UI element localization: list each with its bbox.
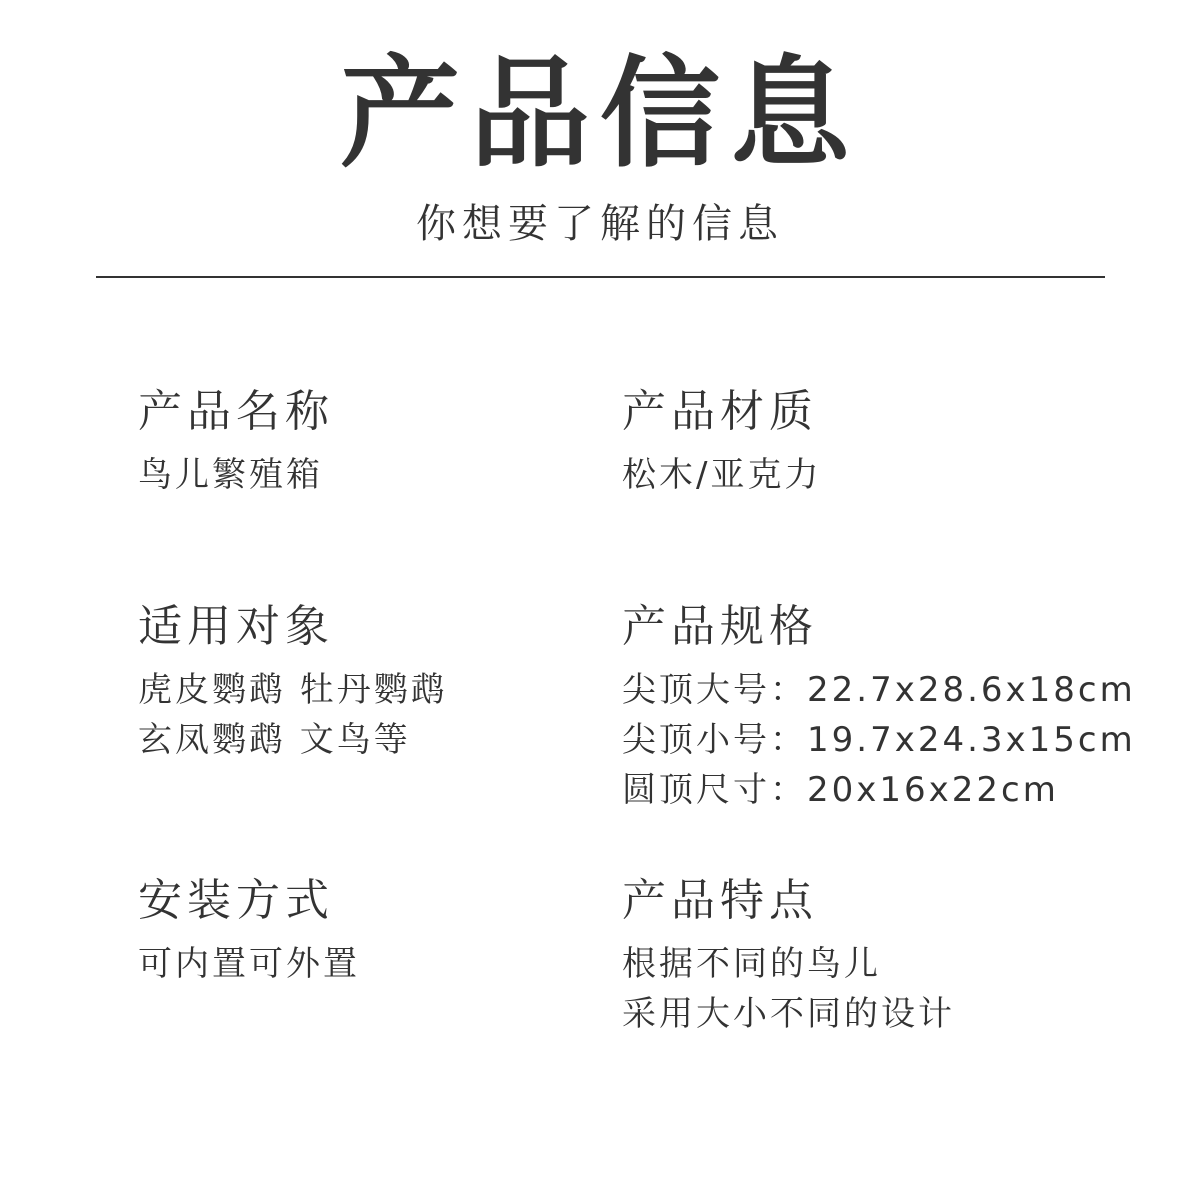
- info-block-target: [138, 597, 448, 765]
- info-block-material: [622, 382, 821, 500]
- page-subtitle: 你想要了解的信息: [416, 201, 784, 247]
- target-value-line: 虎皮鹦鹉 牡丹鹦鹉: [138, 670, 448, 710]
- name-label: 产品名称: [138, 386, 334, 437]
- info-block-features: [622, 871, 955, 1039]
- features-label: 产品特点: [622, 875, 818, 926]
- material-label: 产品材质: [622, 386, 818, 437]
- features-value-line: 采用大小不同的设计: [622, 994, 955, 1034]
- spec-value-line: 尖顶大号：22.7x28.6x18cm: [622, 670, 1136, 710]
- target-value-line: 玄凤鹦鹉 文鸟等: [138, 720, 411, 760]
- features-value-line: 根据不同的鸟儿: [622, 944, 881, 984]
- install-value: 可内置可外置: [138, 944, 360, 984]
- page-title: 产品信息: [340, 45, 860, 184]
- spec-label: 产品规格: [622, 601, 818, 652]
- info-block-name: [138, 382, 334, 500]
- info-block-spec: [622, 597, 1136, 815]
- header-divider: [96, 276, 1105, 278]
- material-value: 松木/亚克力: [622, 455, 822, 495]
- install-label: 安装方式: [138, 875, 334, 926]
- target-label: 适用对象: [138, 601, 334, 652]
- spec-value-line: 尖顶小号：19.7x24.3x15cm: [622, 720, 1136, 760]
- name-value: 鸟儿繁殖箱: [138, 455, 323, 495]
- spec-value-line: 圆顶尺寸：20x16x22cm: [622, 770, 1059, 810]
- info-block-install: [138, 871, 360, 989]
